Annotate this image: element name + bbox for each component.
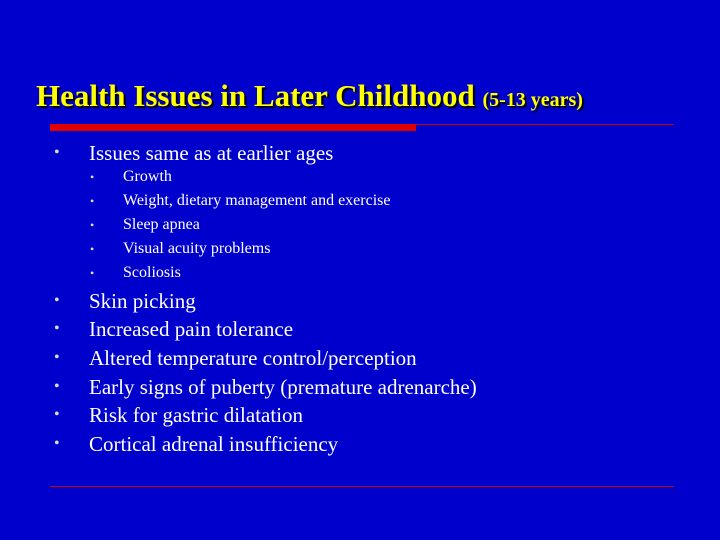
sub-bullet-text: Visual acuity problems xyxy=(123,240,271,257)
bullet-text: Altered temperature control/perception xyxy=(89,346,417,370)
bullet-icon: • xyxy=(90,242,95,256)
title-underline-accent xyxy=(50,124,416,131)
sub-bullet-text: Scoliosis xyxy=(123,264,181,281)
bullet-icon: • xyxy=(54,144,60,161)
bullet-icon: • xyxy=(54,292,60,309)
bullet-text: Skin picking xyxy=(89,289,196,313)
bullet-text: Early signs of puberty (premature adrenarche) xyxy=(89,375,477,399)
bullet-icon: • xyxy=(54,378,60,395)
bullet-icon: • xyxy=(90,218,95,232)
slide-title xyxy=(36,78,706,114)
bullet-icon: • xyxy=(54,320,60,337)
bullet-icon: • xyxy=(54,435,60,452)
bullet-icon: • xyxy=(54,406,60,423)
title-main: Health Issues in Later Childhood xyxy=(36,78,483,113)
bullet-icon: • xyxy=(90,266,95,280)
title-underline-thin xyxy=(416,124,674,125)
bullet-text: Increased pain tolerance xyxy=(89,317,294,341)
bullet-icon: • xyxy=(90,170,95,184)
bullet-text: Risk for gastric dilatation xyxy=(89,403,304,427)
title-subtitle: (5-13 years) xyxy=(482,89,583,111)
bullet-icon: • xyxy=(90,194,95,208)
footer-rule xyxy=(50,486,674,487)
bullet-text: Cortical adrenal insufficiency xyxy=(89,432,339,456)
sub-bullet-text: Sleep apnea xyxy=(123,216,200,233)
sub-bullet-text: Growth xyxy=(123,168,172,185)
bullet-icon: • xyxy=(54,349,60,366)
bullet-text: Issues same as at earlier ages xyxy=(89,141,334,165)
sub-bullet-text: Weight, dietary management and exercise xyxy=(123,192,391,209)
